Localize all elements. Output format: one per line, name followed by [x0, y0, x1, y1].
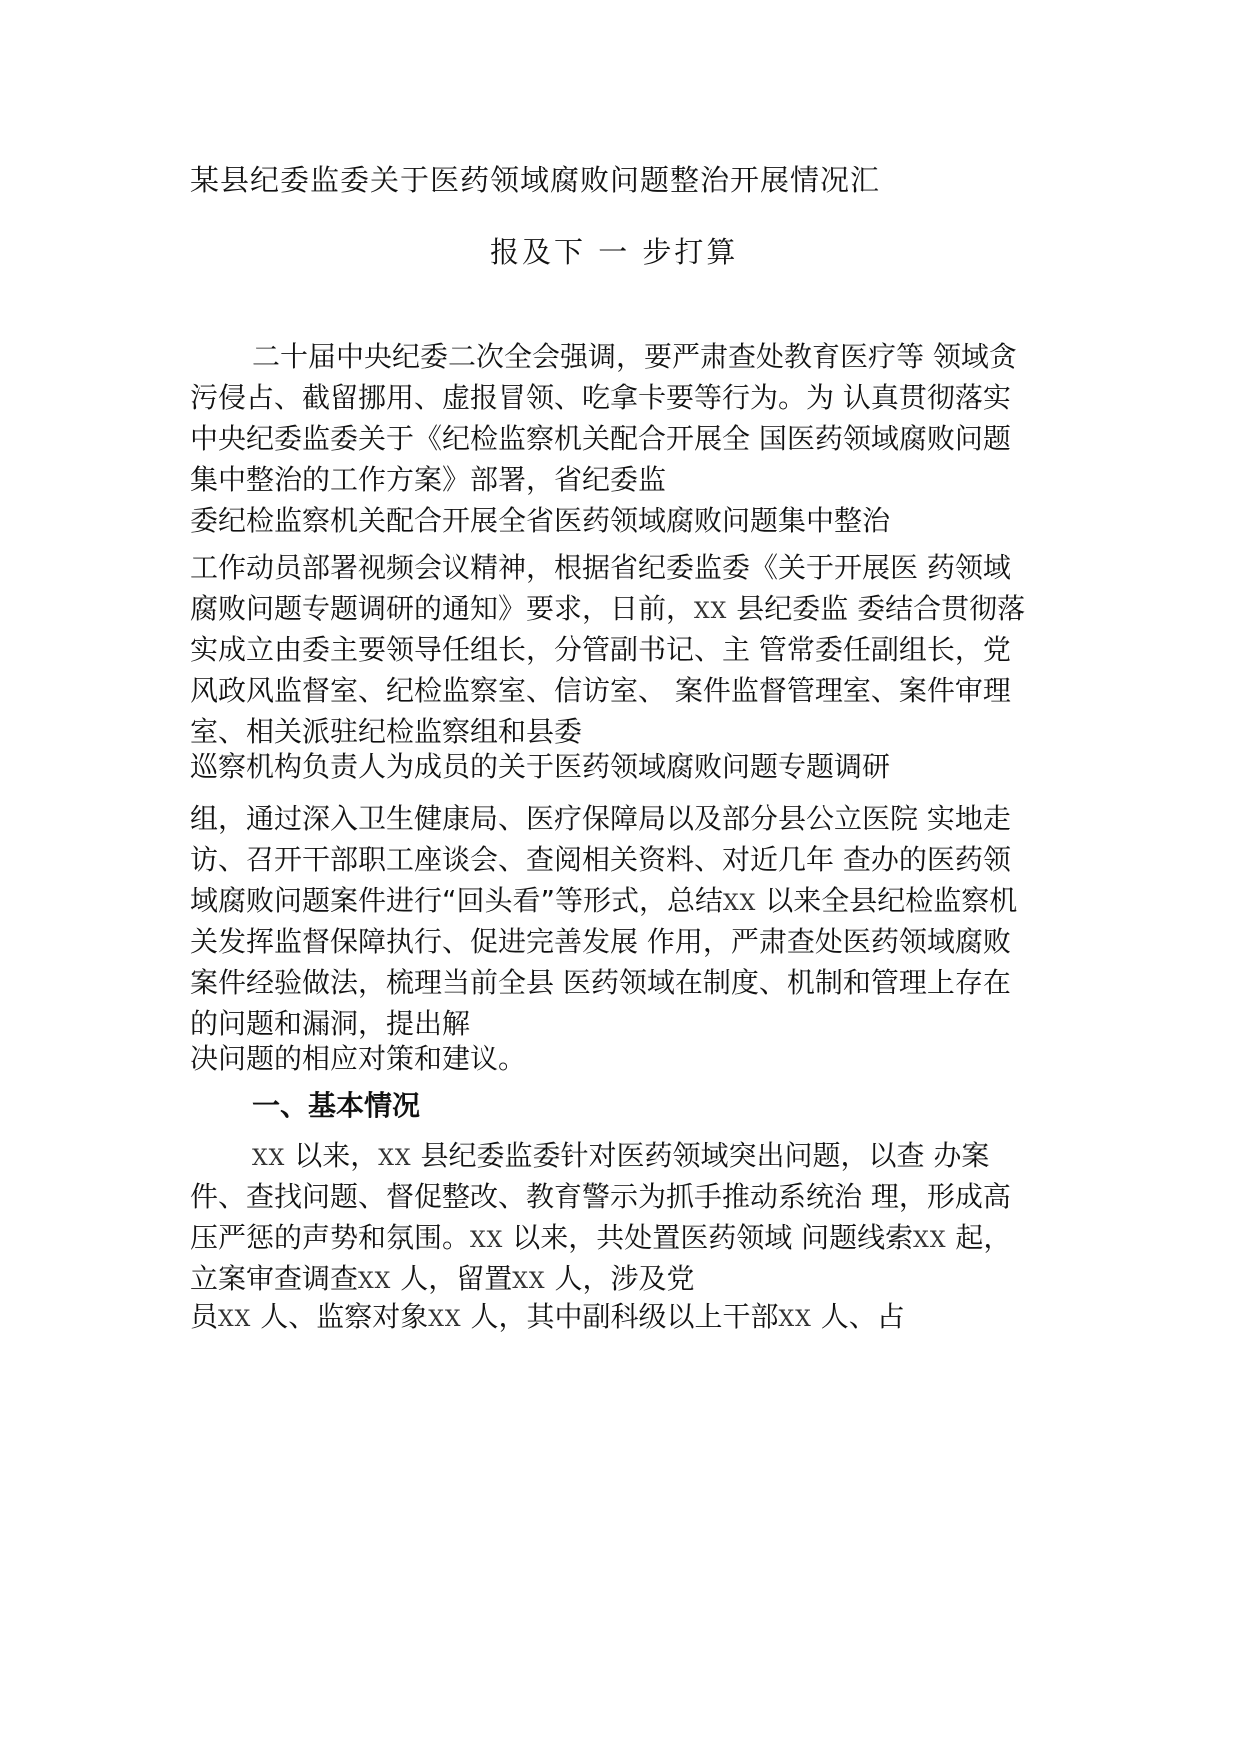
placeholder-xx: XX	[428, 1307, 462, 1332]
text-line: 工作动员部署视频会议精神，根据省纪委监委《关于开展医 药领域	[190, 551, 1011, 584]
document-title-line-2: 报及下 一 步打算	[490, 235, 739, 269]
text-line	[190, 588, 1070, 629]
text-line: 室、相关派驻纪检监察组和县委	[190, 715, 583, 748]
text-line: 风政风监督室、纪检监察室、信访室、 案件监督管理室、案件审理	[190, 674, 1011, 707]
text-segment: 员	[190, 1300, 219, 1333]
text-line: 访、召开干部职工座谈会、查阅相关资料、对近几年 查办的医药领	[190, 843, 1011, 876]
text-segment: 县纪委监委针对医药领域突出问题，以查 办案	[411, 1139, 990, 1172]
text-segment: 人，涉及党	[545, 1262, 695, 1295]
text-segment: 域腐败问题案件进行“回头看”等形式，总结	[190, 884, 724, 917]
placeholder-xx: XX	[470, 1228, 504, 1253]
text-line: 集中整治的工作方案》部署，省纪委监	[190, 463, 667, 496]
text-line	[190, 1217, 1070, 1258]
text-segment: 人，其中副科级以上干部	[461, 1300, 779, 1333]
text-line: 关发挥监督保障执行、促进完善发展 作用，严肃查处医药领域腐败	[190, 925, 1011, 958]
placeholder-xx: XX	[378, 1146, 412, 1171]
placeholder-xx: XX	[694, 599, 728, 624]
text-line: 委纪检监察机关配合开展全省医药领域腐败问题集中整治	[190, 504, 891, 537]
text-segment: 人、监察对象	[251, 1300, 429, 1333]
text-line: 中央纪委监委关于《纪检监察机关配合开展全 国医药领域腐败问题	[190, 422, 1011, 455]
text-line: 案件经验做法，梳理当前全县 医药领域在制度、机制和管理上存在	[190, 966, 1011, 999]
placeholder-xx: XX	[723, 891, 757, 916]
paragraph-6	[190, 1038, 1070, 1079]
paragraph-3	[190, 547, 1070, 752]
text-segment: 压严惩的声势和氛围。	[190, 1221, 471, 1254]
text-line: 组，通过深入卫生健康局、医疗保障局以及部分县公立医院 实地走	[190, 802, 1011, 835]
paragraph-8	[190, 1296, 1070, 1337]
section-heading	[190, 1085, 1070, 1126]
placeholder-xx: XX	[512, 1269, 546, 1294]
placeholder-xx: XX	[218, 1307, 252, 1332]
text-line	[190, 1296, 1070, 1337]
text-line: 件、查找问题、督促整改、教育警示为抓手推动系统治 理，形成高	[190, 1180, 1011, 1213]
text-segment: 腐败问题专题调研的通知》要求，日前，	[190, 592, 695, 625]
text-line	[190, 1135, 1070, 1176]
paragraph-4	[190, 746, 1070, 787]
document-title-line-1: 某县纪委监委关于医药领域腐败问题整治开展情况汇	[190, 163, 881, 197]
heading-text: 一、基本情况	[252, 1089, 421, 1122]
paragraph-2	[190, 500, 1070, 541]
text-segment: 起，	[946, 1221, 1012, 1254]
text-line: 二十届中央纪委二次全会强调，要严肃查处教育医疗等 领域贪	[252, 340, 1017, 373]
text-segment: 人，留置	[391, 1262, 513, 1295]
placeholder-xx: XX	[913, 1228, 947, 1253]
placeholder-xx: XX	[252, 1146, 286, 1171]
text-line: 决问题的相应对策和建议。	[190, 1042, 527, 1075]
text-line	[190, 1258, 1070, 1299]
paragraph-1	[190, 336, 1070, 500]
text-segment: 人、占	[811, 1300, 905, 1333]
text-line: 实成立由委主要领导任组长，分管副书记、主 管常委任副组长，党	[190, 633, 1011, 666]
paragraph-5	[190, 798, 1070, 1044]
text-line: 污侵占、截留挪用、虚报冒领、吃拿卡要等行为。为 认真贯彻落实	[190, 381, 1011, 414]
placeholder-xx: XX	[778, 1307, 812, 1332]
text-line: 的问题和漏洞，提出解	[190, 1007, 471, 1040]
paragraph-7	[190, 1135, 1070, 1299]
text-segment: 以来，共处置医药领域 问题线索	[503, 1221, 914, 1254]
text-segment: 立案审查调查	[190, 1262, 359, 1295]
text-line: 巡察机构负责人为成员的关于医药领域腐败问题专题调研	[190, 750, 891, 783]
placeholder-xx: XX	[358, 1269, 392, 1294]
text-segment: 县纪委监 委结合贯彻落	[727, 592, 1026, 625]
text-line	[190, 880, 1070, 921]
text-segment: 以来，	[285, 1139, 379, 1172]
text-segment: 以来全县纪检监察机	[756, 884, 1018, 917]
